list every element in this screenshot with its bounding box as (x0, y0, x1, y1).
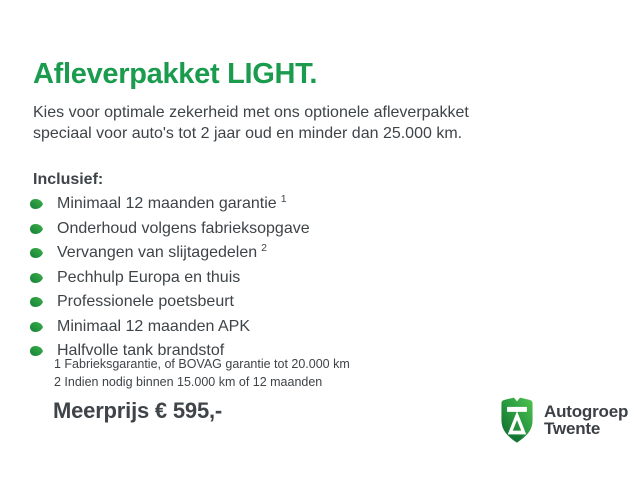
list-item-label: Halfvolle tank brandstof (57, 342, 225, 360)
intro-text (33, 102, 469, 144)
intro-line-1: Kies voor optimale zekerheid met ons optionele afleverpakket (33, 104, 469, 121)
leaf-bullet-icon (29, 272, 44, 284)
list-item (29, 315, 314, 340)
shield-a-logo-icon (496, 396, 538, 444)
list-item-label: Minimaal 12 maanden APK (57, 317, 250, 335)
leaf-bullet-icon (29, 296, 44, 308)
footnote-ref: 2 (261, 242, 267, 255)
list-item (29, 290, 314, 315)
list-item-label: Professionele poetsbeurt (57, 293, 234, 311)
leaf-bullet-icon (29, 321, 44, 333)
logo-name-line-1: Autogroep (544, 401, 629, 421)
intro-line-2: speciaal voor auto's tot 2 jaar oud en minder dan 25.000 km. (33, 125, 463, 142)
footnote-1: 1 Fabrieksgarantie, of BOVAG garantie tot 20.000 km (54, 357, 350, 371)
list-item-label: Vervangen van slijtagedelen (57, 244, 258, 262)
list-item (29, 217, 314, 242)
list-item (29, 241, 314, 266)
list-item-label: Minimaal 12 maanden garantie (57, 195, 277, 213)
leaf-bullet-icon (29, 345, 44, 357)
leaf-bullet-icon (29, 223, 44, 235)
logo-name-line-2: Twente (544, 419, 601, 438)
list-item-label: Onderhoud volgens fabrieksopgave (57, 219, 310, 237)
leaf-bullet-icon (29, 198, 44, 210)
list-item (29, 192, 314, 217)
inclusief-list (29, 192, 314, 364)
price-line: Meerprijs € 595,- (53, 398, 223, 423)
footnote-2: 2 Indien nodig binnen 15.000 km of 12 maanden (54, 374, 323, 389)
footnotes (54, 356, 350, 391)
footnote-ref: 1 (280, 193, 287, 206)
list-item-label: Pechhulp Europa en thuis (57, 268, 241, 286)
logo-wordmark (544, 403, 628, 438)
autogroep-twente-logo (496, 396, 628, 444)
list-item (29, 266, 314, 291)
leaf-bullet-icon (29, 247, 44, 259)
inclusief-heading: Inclusief: (33, 171, 104, 188)
page-title: Afleverpakket LIGHT. (33, 58, 318, 90)
